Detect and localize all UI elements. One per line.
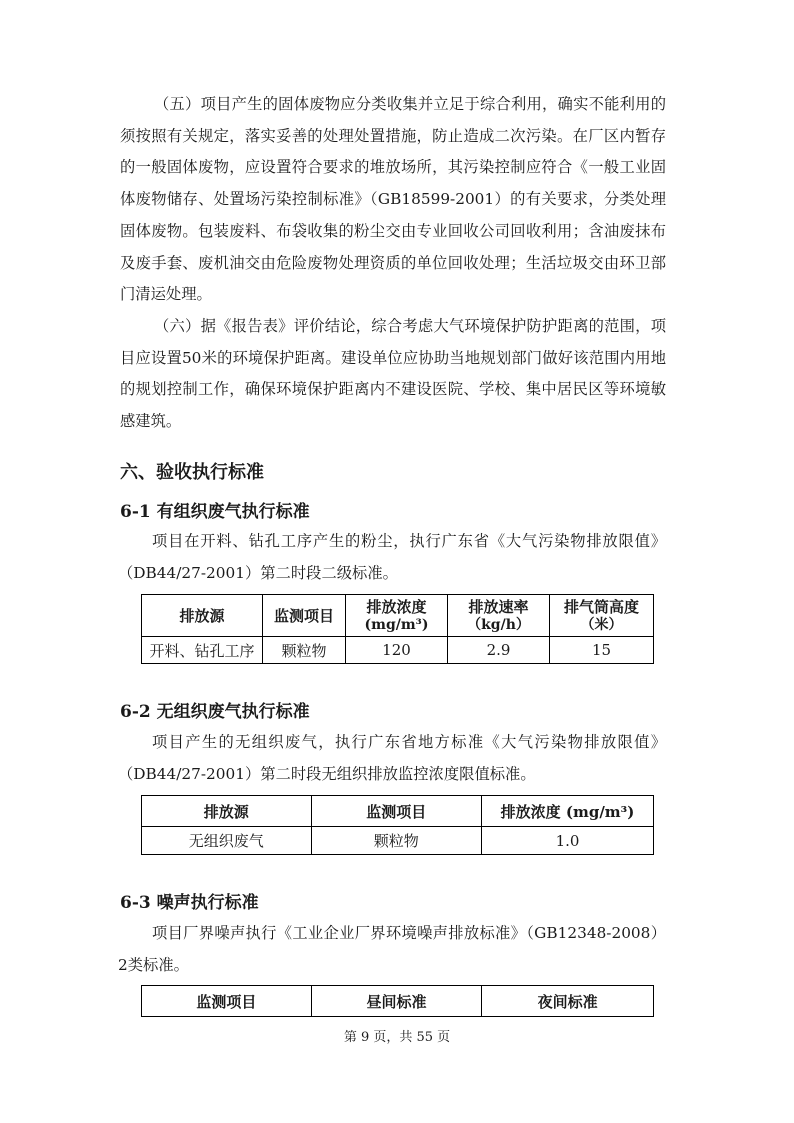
- table-header-cell: 昼间标准: [311, 986, 482, 1017]
- subsection-6-1-title: 6-1 有组织废气执行标准: [120, 502, 310, 522]
- table-header-cell: 夜间标准: [482, 986, 654, 1017]
- table-cell: 120: [346, 637, 448, 664]
- subsection-6-3-text: 项目厂界噪声执行《工业企业厂界环境噪声排放标准》（GB12348-2008）2类标准。: [118, 924, 666, 974]
- table-header-cell: [346, 595, 448, 637]
- table-cell: 颗粒物: [263, 637, 346, 664]
- table-header-cell: 排放浓度 (mg/m³): [481, 796, 653, 827]
- organized-emission-table: [141, 594, 654, 664]
- table-cell: 颗粒物: [311, 827, 481, 855]
- paragraph-item-6: （六）据《报告表》评价结论，综合考虑大气环境保护防护距离的范围，项目应设置50米的环境保护距离。建设单位应协助当地规划部门做好该范围内用地的规划控制工作，确保环境保护距离内不建设医院、学校、集中居民区等环境敏感建筑。: [120, 317, 666, 431]
- table-header-cell: [550, 595, 654, 637]
- noise-standard-table: [141, 985, 654, 1017]
- table-cell: 2.9: [448, 637, 550, 664]
- subsection-6-2-text: 项目产生的无组织废气，执行广东省地方标准《大气污染物排放限值》（DB44/27-2001）第二时段无组织排放监控浓度限值标准。: [118, 733, 666, 783]
- table-row: [142, 827, 654, 855]
- paragraph-item-5: （五）项目产生的固体废物应分类收集并立足于综合利用，确实不能利用的须按照有关规定，落实妥善的处理处置措施，防止造成二次污染。在厂区内暂存的一般固体废物，应设置符合要求的堆放场所，其污染控制应符合《一般工业固体废物储存、处置场污染控制标准》（GB18599-2001）的有关要求，分类处理固体废物。包装废料、布袋收集的粉尘交由专业回收公司回收利用；含油废抹布及废手套、废机油交由危险废物处理资质的单位回收处理；生活垃圾交由环卫部门清运处理。: [120, 95, 666, 304]
- table-row: [142, 637, 654, 664]
- fugitive-emission-table: [141, 795, 654, 855]
- table-cell: 15: [550, 637, 654, 664]
- table-header-cell: [448, 595, 550, 637]
- table-header-cell: 监测项目: [311, 796, 481, 827]
- table-cell: 开料、钻孔工序: [142, 637, 263, 664]
- subsection-6-2-title: 6-2 无组织废气执行标准: [120, 702, 310, 722]
- table-header-cell: 监测项目: [263, 595, 346, 637]
- header-main: 排放浓度: [366, 597, 427, 616]
- header-unit: (mg/m³): [364, 616, 429, 633]
- table-header-cell: 排放源: [142, 796, 312, 827]
- table-header-row: [142, 796, 654, 827]
- page-footer: 第 9 页，共 55 页: [343, 1030, 451, 1045]
- table-cell: 无组织废气: [142, 827, 312, 855]
- header-unit: （kg/h）: [467, 616, 530, 633]
- header-main: 排气筒高度: [563, 597, 639, 616]
- header-unit: （米）: [580, 616, 623, 633]
- subsection-6-1-text: 项目在开料、钻孔工序产生的粉尘，执行广东省《大气污染物排放限值》（DB44/27-2001）第二时段二级标准。: [118, 532, 666, 582]
- table-header-row: [142, 986, 654, 1017]
- section-title: 六、验收执行标准: [120, 462, 264, 483]
- table-header-row: [142, 595, 654, 637]
- subsection-6-3-title: 6-3 噪声执行标准: [120, 893, 259, 913]
- table-cell: 1.0: [481, 827, 653, 855]
- header-main: 排放速率: [468, 597, 529, 616]
- table-header-cell: 监测项目: [142, 986, 312, 1017]
- table-header-cell: 排放源: [142, 595, 263, 637]
